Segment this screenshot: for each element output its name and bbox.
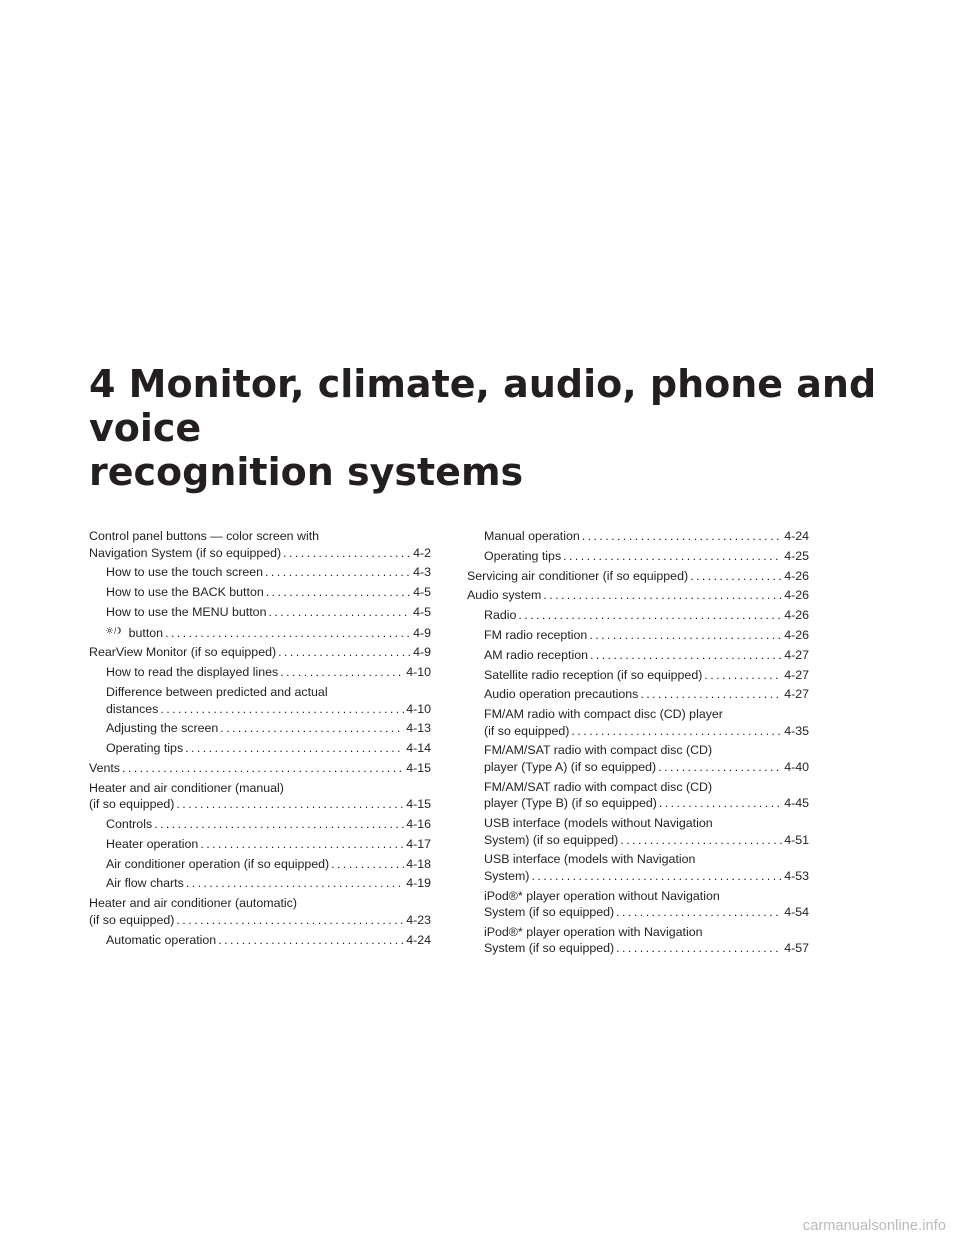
dot-leader (186, 875, 404, 892)
toc-entry-text: FM/AM/SAT radio with compact disc (CD) (484, 743, 713, 758)
toc-entry-text: How to read the displayed lines (106, 665, 279, 680)
toc-page-number: 4-9 (413, 625, 431, 640)
toc-entry-text: Satellite radio reception (if so equipped) (484, 667, 703, 682)
toc-page-number: 4-5 (413, 585, 431, 600)
toc-entry (467, 548, 809, 565)
dot-leader (185, 740, 404, 757)
toc-entry-text: Audio operation precautions (484, 687, 639, 702)
dot-leader (582, 528, 782, 545)
toc-entry-text: (if so equipped) (484, 723, 570, 738)
toc-entry (467, 779, 809, 812)
dot-leader (658, 759, 782, 776)
dot-leader (704, 667, 782, 684)
toc-entry (89, 564, 431, 581)
toc-entry-text: System (if so equipped) (484, 905, 615, 920)
toc-page-number: 4-27 (784, 647, 809, 662)
chapter-title (89, 362, 909, 494)
toc-page-number: 4-26 (784, 588, 809, 603)
dot-leader (543, 587, 782, 604)
toc-entry-text: AM radio reception (484, 647, 588, 662)
toc-entry-text: FM/AM radio with compact disc (CD) player (484, 707, 723, 722)
toc-entry-text: System (if so equipped) (484, 941, 615, 956)
toc-entry (89, 760, 431, 777)
dot-leader (620, 832, 782, 849)
toc-entry (89, 816, 431, 833)
toc-entry (89, 932, 431, 949)
toc-entry-text: How to use the touch screen (106, 565, 264, 580)
toc-page-number: 4-40 (784, 759, 809, 774)
toc-entry-text: button (128, 625, 164, 640)
toc-page-number: 4-23 (406, 912, 431, 927)
toc-entry (89, 664, 431, 681)
dot-leader (280, 664, 404, 681)
toc-page-number: 4-10 (406, 665, 431, 680)
dot-leader (200, 836, 404, 853)
toc-entry (467, 851, 809, 884)
toc-page-number: 4-10 (406, 701, 431, 716)
toc-page-number: 4-2 (413, 545, 431, 560)
toc-page-number: 4-25 (784, 548, 809, 563)
toc-entry-text: Radio (484, 608, 517, 623)
toc-page-number: 4-53 (784, 868, 809, 883)
dot-leader (659, 795, 782, 812)
dot-leader (154, 816, 404, 833)
toc-entry-text: System) (if so equipped) (484, 832, 619, 847)
toc-entry (467, 706, 809, 739)
toc-page-number: 4-27 (784, 687, 809, 702)
toc-entry-text: Operating tips (106, 741, 184, 756)
toc-page-number: 4-3 (413, 565, 431, 580)
toc-entry-text: iPod®* player operation without Navigation (484, 888, 720, 903)
toc-entry (89, 780, 431, 813)
toc-entry (467, 627, 809, 644)
toc-entry (89, 740, 431, 757)
toc-page-number: 4-14 (406, 741, 431, 756)
toc-entry-text: Automatic operation (106, 932, 217, 947)
toc-page-number: 4-54 (784, 905, 809, 920)
toc-entry-text: Servicing air conditioner (if so equipped) (467, 568, 689, 583)
toc-entry (89, 856, 431, 873)
toc-page-number: 4-57 (784, 941, 809, 956)
toc-entry-text: player (Type B) (if so equipped) (484, 796, 657, 811)
dot-leader (589, 627, 782, 644)
toc-entry-text: Operating tips (484, 548, 562, 563)
toc-entry (467, 888, 809, 921)
dot-leader (283, 545, 411, 562)
toc-entry (467, 924, 809, 957)
toc-page-number: 4-24 (406, 932, 431, 947)
toc-page-number: 4-15 (406, 760, 431, 775)
toc-page-number: 4-26 (784, 627, 809, 642)
toc-entry-text: Air flow charts (106, 876, 184, 891)
toc-entry (467, 528, 809, 545)
toc-page-number: 4-24 (784, 529, 809, 543)
toc-entry (467, 667, 809, 684)
toc-entry (89, 528, 431, 561)
toc-entry-text: (if so equipped) (89, 797, 175, 812)
toc-entry-text: System) (484, 868, 530, 883)
dot-leader (176, 912, 404, 929)
chapter-title-line-1: 4 Monitor, climate, audio, phone and voice (89, 362, 877, 450)
toc-entry (467, 647, 809, 664)
toc-page-number: 4-27 (784, 667, 809, 682)
toc-entry (89, 604, 431, 621)
toc-entry (467, 815, 809, 848)
toc-entry (467, 686, 809, 703)
toc-entry (89, 584, 431, 601)
chapter-title-line-2: recognition systems (89, 450, 524, 494)
toc-entry-text: How to use the MENU button (106, 604, 267, 619)
dot-leader (690, 568, 782, 585)
toc-entry-text: Air conditioner operation (if so equipped) (106, 856, 330, 871)
toc-entry-text: How to use the BACK button (106, 585, 264, 600)
dot-leader (220, 720, 404, 737)
toc-entry (467, 607, 809, 624)
dot-leader (571, 723, 782, 740)
toc-page-number: 4-18 (406, 856, 431, 871)
toc-entry-text: Navigation System (if so equipped) (89, 545, 282, 560)
dot-leader (531, 868, 782, 885)
toc-entry (89, 836, 431, 853)
sun-moon-icon (106, 624, 121, 637)
toc-entry (467, 587, 809, 604)
toc-page-number: 4-51 (784, 832, 809, 847)
toc-entry-text: Heater and air conditioner (automatic) (89, 896, 297, 911)
toc-entry-text: (if so equipped) (89, 912, 175, 927)
toc-entry (89, 624, 431, 642)
toc-entry-text: iPod®* player operation with Navigation (484, 924, 703, 939)
dot-leader (590, 647, 782, 664)
dot-leader (165, 625, 411, 642)
toc-page-number: 4-35 (784, 723, 809, 738)
dot-leader (265, 564, 411, 581)
toc-entry-text: player (Type A) (if so equipped) (484, 759, 657, 774)
toc-page-number: 4-19 (406, 876, 431, 891)
toc-page-number: 4-26 (784, 608, 809, 623)
dot-leader (160, 701, 404, 718)
toc-entry-text: Audio system (467, 588, 542, 603)
toc-entry (467, 742, 809, 775)
toc-page-number: 4-9 (413, 645, 431, 660)
watermark: carmanualsonline.info (802, 1218, 946, 1234)
toc-entry-text: Heater and air conditioner (manual) (89, 780, 284, 795)
dot-leader (518, 607, 782, 624)
toc-entry (89, 684, 431, 717)
dot-leader (616, 904, 782, 921)
dot-leader (278, 644, 411, 661)
dot-leader (331, 856, 404, 873)
dot-leader (268, 604, 411, 621)
toc-entry-text: FM radio reception (484, 627, 588, 642)
dot-leader (122, 760, 404, 777)
toc-entry-text: distances (106, 701, 159, 716)
toc-entry-text: USB interface (models with Navigation (484, 852, 696, 867)
toc-left-column (89, 528, 431, 951)
dot-leader (616, 940, 782, 957)
toc-entry-text: Control panel buttons — color screen with (89, 529, 320, 543)
toc-entry-text: RearView Monitor (if so equipped) (89, 645, 277, 660)
toc-page-number: 4-5 (413, 604, 431, 619)
dot-leader (563, 548, 782, 565)
toc-entry-text: FM/AM/SAT radio with compact disc (CD) (484, 779, 713, 794)
toc-right-column (467, 528, 809, 960)
dot-leader (266, 584, 411, 601)
toc-page-number: 4-26 (784, 568, 809, 583)
toc-page-number: 4-15 (406, 797, 431, 812)
toc-entry-text: Manual operation (484, 529, 580, 543)
toc-page-number: 4-13 (406, 721, 431, 736)
toc-entry (467, 568, 809, 585)
dot-leader (640, 686, 782, 703)
toc-entry-text: USB interface (models without Navigation (484, 816, 713, 831)
toc-entry-text: Difference between predicted and actual (106, 685, 328, 700)
toc-entry (89, 895, 431, 928)
toc-entry-text: Vents (89, 760, 121, 775)
toc-page-number: 4-45 (784, 796, 809, 811)
toc-entry-text: Controls (106, 817, 153, 832)
toc-page-number: 4-17 (406, 836, 431, 851)
toc-entry (89, 875, 431, 892)
dot-leader (218, 932, 404, 949)
dot-leader (176, 796, 404, 813)
toc-entry (89, 720, 431, 737)
toc-page-number: 4-16 (406, 817, 431, 832)
toc-entry-text: Adjusting the screen (106, 721, 219, 736)
toc-entry-text: Heater operation (106, 836, 199, 851)
toc-entry (89, 644, 431, 661)
